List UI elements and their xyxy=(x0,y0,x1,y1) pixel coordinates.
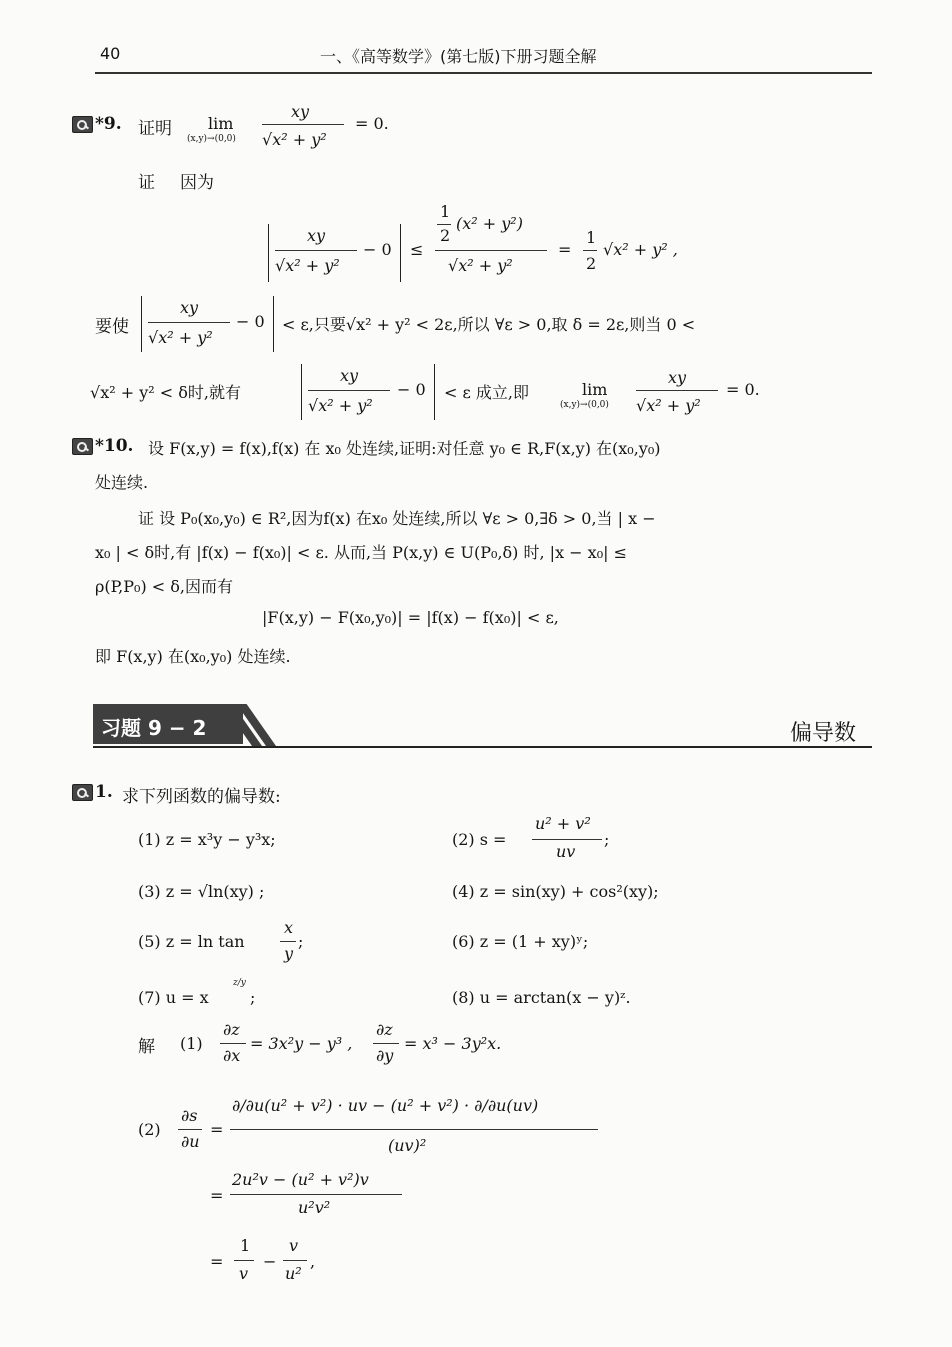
section-label: 习题 9 − 2 xyxy=(101,716,207,740)
item-5-den: y xyxy=(284,944,294,963)
item-5-semicolon: ; xyxy=(298,932,304,951)
half-bar xyxy=(437,224,451,225)
sol2-step2-num: 2u²v − (u² + v²)v xyxy=(232,1170,369,1189)
sol2-step2-bar xyxy=(230,1194,402,1195)
sol1-a-rhs: = 3x²y − y³ , xyxy=(250,1034,353,1053)
item-4: (4) z = sin(xy) + cos²(xy); xyxy=(452,882,659,901)
equals-zero: = 0. xyxy=(355,114,389,133)
sol2-lhs-den: ∂u xyxy=(181,1132,200,1151)
magnifier-icon xyxy=(72,438,93,455)
frac-denominator: √x² + y² xyxy=(262,130,327,149)
half-bar-2 xyxy=(583,250,597,251)
sol2-step3-a-den: v xyxy=(239,1264,249,1283)
section-rule xyxy=(93,746,872,748)
item-6: (6) z = (1 + xy)ʸ; xyxy=(452,932,589,951)
sol1-a-bar xyxy=(220,1043,246,1044)
problem-9-number: *9. xyxy=(95,114,122,134)
abs-bar-l2-right xyxy=(434,364,435,420)
rhs-fraction-bar xyxy=(435,250,547,251)
sol2-minus: − xyxy=(263,1252,277,1271)
rhs-denominator: √x² + y² xyxy=(448,256,513,275)
item-2: (2) s = xyxy=(452,830,507,849)
sol1-b-den: ∂y xyxy=(376,1046,394,1065)
solution-label: 解 xyxy=(138,1037,155,1057)
item-5-bar xyxy=(280,941,296,942)
sol2-step3-b-bar xyxy=(283,1260,307,1261)
sol2-step3-a-bar xyxy=(234,1260,254,1261)
lim-subscript: (x,y)→(0,0) xyxy=(187,134,236,144)
half-expr: (x² + y²) xyxy=(456,214,523,233)
lim-text: lim xyxy=(208,114,234,133)
sol1-a-den: ∂x xyxy=(223,1046,241,1065)
exercise-1-number: 1. xyxy=(95,782,113,802)
half-den-2: 2 xyxy=(586,254,597,273)
minus-zero: − 0 xyxy=(363,240,392,259)
half-den: 2 xyxy=(440,226,451,245)
sol1-b-num: ∂z xyxy=(376,1020,393,1039)
item-7-exponent: z/y xyxy=(233,978,246,988)
sol2-comma: , xyxy=(310,1252,316,1271)
problem-9-statement: 证明 xyxy=(138,119,172,139)
l2-fraction-bar xyxy=(308,390,390,391)
frac-numerator: xy xyxy=(291,102,310,121)
problem-10-line3: 证 设 P₀(x₀,y₀) ∈ R²,因为f(x) 在x₀ 处连续,所以 ∀ε > 0,∃δ > 0,当 | x − xyxy=(138,509,656,528)
item-2-semicolon: ; xyxy=(604,830,610,849)
equals-sign: = xyxy=(558,240,572,259)
result-expr: √x² + y² , xyxy=(603,240,678,259)
because-text: 因为 xyxy=(180,173,214,193)
abs-bar-l1-left xyxy=(141,296,142,352)
sol2-step3-a-num: 1 xyxy=(240,1236,251,1255)
l1-num: xy xyxy=(180,298,199,317)
running-title: 一、《高等数学》(第七版)下册习题全解 xyxy=(320,47,597,66)
abs-bar-right xyxy=(400,224,401,282)
item-5-num: x xyxy=(284,918,294,937)
l2-lim: lim xyxy=(582,380,608,399)
section-banner xyxy=(93,704,243,744)
l2-fraction-bar-b xyxy=(636,390,718,391)
l2-num: xy xyxy=(340,366,359,385)
sol2-lhs-bar xyxy=(178,1129,202,1130)
l2-minus-zero: − 0 xyxy=(397,380,426,399)
problem-10-line7: 即 F(x,y) 在(x₀,y₀) 处连续. xyxy=(95,647,291,666)
item-2-bar xyxy=(532,839,602,840)
item-2-den: uv xyxy=(556,842,576,861)
l2-den: √x² + y² xyxy=(308,396,373,415)
half-num: 1 xyxy=(440,202,451,221)
sol2-step2-den: u²v² xyxy=(298,1198,331,1217)
problem-10-number: *10. xyxy=(95,436,134,456)
item-7: (7) u = x xyxy=(138,988,209,1007)
line1-b: < ε,只要√x² + y² < 2ε,所以 ∀ε > 0,取 δ = 2ε,则当 0 < xyxy=(282,315,696,334)
problem-10-line2: 处连续. xyxy=(95,473,149,492)
solution-1-label: (1) xyxy=(180,1034,203,1053)
problem-10-line5: ρ(P,P₀) < δ,因而有 xyxy=(95,577,233,596)
page-number: 40 xyxy=(100,44,121,63)
item-8: (8) u = arctan(x − y)ᶻ. xyxy=(452,988,631,1007)
item-3: (3) z = √ln(xy) ; xyxy=(138,882,265,901)
ineq-fraction-bar xyxy=(275,250,357,251)
sol2-numerator: ∂/∂u(u² + v²) · uv − (u² + v²) · ∂/∂u(uv) xyxy=(232,1096,539,1115)
sol1-b-bar xyxy=(373,1043,399,1044)
l1-den: √x² + y² xyxy=(148,328,213,347)
abs-bar-left xyxy=(268,224,269,282)
item-5: (5) z = ln tan xyxy=(138,932,245,951)
fraction-bar xyxy=(262,124,344,125)
item-2-num: u² + v² xyxy=(535,814,591,833)
problem-10-line1: 设 F(x,y) = f(x),f(x) 在 x₀ 处连续,证明:对任意 y₀ ∈ R,F(x,y) 在(x₀,y₀) xyxy=(148,439,661,458)
l2-frac-num: xy xyxy=(668,368,687,387)
exercise-1-prompt: 求下列函数的偏导数: xyxy=(122,787,281,807)
problem-10-line6: |F(x,y) − F(x₀,y₀)| = |f(x) − f(x₀)| < ε, xyxy=(262,608,559,627)
line2-c: = 0. xyxy=(726,380,760,399)
sol1-a-num: ∂z xyxy=(223,1020,240,1039)
l2-frac-den: √x² + y² xyxy=(636,396,701,415)
sol1-b-rhs: = x³ − 3y²x. xyxy=(404,1034,502,1053)
sol2-eq-2: = xyxy=(210,1186,224,1205)
ineq-numerator: xy xyxy=(307,226,326,245)
sol2-main-bar xyxy=(230,1129,598,1130)
l1-fraction-bar xyxy=(148,322,230,323)
proof-label: 证 xyxy=(138,173,155,193)
sol2-step3-b-num: v xyxy=(289,1236,299,1255)
line2-b: < ε 成立,即 xyxy=(444,383,529,402)
item-7-semicolon: ; xyxy=(250,988,256,1007)
solution-2-label: (2) xyxy=(138,1120,161,1139)
sol2-denominator: (uv)² xyxy=(388,1136,427,1155)
magnifier-icon xyxy=(72,784,93,801)
sol2-step3-b-den: u² xyxy=(285,1264,302,1283)
header-rule xyxy=(95,72,872,74)
abs-bar-l1-right xyxy=(273,296,274,352)
sol2-lhs-num: ∂s xyxy=(181,1106,198,1125)
magnifier-icon xyxy=(72,116,93,133)
abs-bar-l2-left xyxy=(301,364,302,420)
line1-a: 要使 xyxy=(95,317,129,337)
l2-lim-sub: (x,y)→(0,0) xyxy=(560,400,609,410)
section-title: 偏导数 xyxy=(790,721,857,746)
problem-10-line4: x₀ | < δ时,有 |f(x) − f(x₀)| < ε. 从而,当 P(x,y) ∈ U(P₀,δ) 时, |x − x₀| ≤ xyxy=(95,543,627,562)
sol2-eq-3: = xyxy=(210,1252,224,1271)
line2-a: √x² + y² < δ时,就有 xyxy=(90,383,241,402)
ineq-denominator: √x² + y² xyxy=(275,256,340,275)
half-num-2: 1 xyxy=(586,228,597,247)
sol2-eq-1: = xyxy=(210,1120,224,1139)
le-sign: ≤ xyxy=(410,240,424,259)
item-1: (1) z = x³y − y³x; xyxy=(138,830,276,849)
l1-minus-zero: − 0 xyxy=(236,312,265,331)
